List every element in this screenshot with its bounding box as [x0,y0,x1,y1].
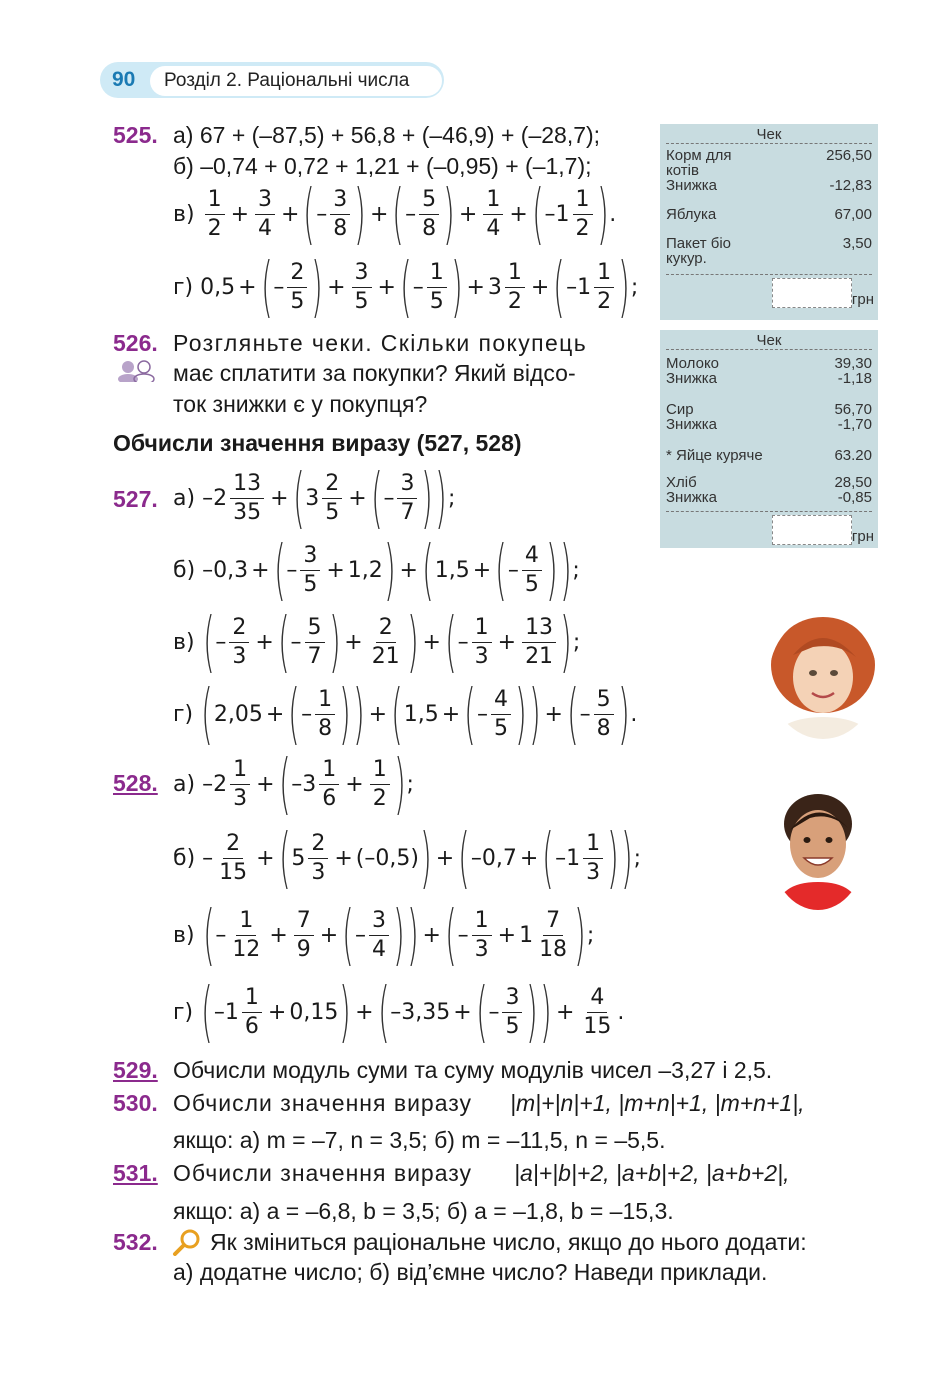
ex528-c-label: в) [173,922,195,948]
pair-work-icon [116,360,158,382]
ex526-line2: має сплатити за покупки? Який відсо- [173,360,576,386]
exercise-number-532: 532. [113,1229,158,1255]
ex530-expression: |m|+|n|+1, |m+n|+1, |m+n+1|, [510,1090,805,1116]
section-heading: Обчисли значення виразу (527, 528) [113,430,522,456]
ex525-c-label: в) [173,201,195,227]
ex531-line2: якщо: а) a = –6,8, b = 3,5; б) a = –1,8, b = –15,3. [173,1198,674,1224]
receipt-2-amount: -1,18 [837,370,872,387]
exercise-number-527: 527. [113,486,158,512]
exercise-number-525: 525. [113,122,158,148]
ex527-d-label: г) [173,701,194,727]
receipt-2-amount: -1,70 [837,416,872,433]
ex525-d-label: г) [173,274,194,300]
receipt-1 [660,124,878,320]
receipt-2-amount: -0,85 [837,489,872,506]
ex528-d: г) ( –1 $\frac{1}{6}$ + 0,15 ) + ( –3,35 + ( – $\frac{3}{5}$ ) ) + $\frac{4}{15}$ . [173,973,625,1050]
receipt-2 [660,330,878,548]
ex527-b: б) –0,3 + ( – $\frac{3}{5}$ + 1,2 ) + ( 1,5 + ( – $\frac{4}{5}$ ) ) ; [173,531,580,608]
exercise-number-529[interactable]: 529. [113,1057,158,1083]
ex530-text: Обчисли значення виразу [173,1090,473,1116]
ex527-d: г) ( 2,05 + ( – $\frac{1}{8}$ ) ) + ( 1,5 + ( – $\frac{4}{5}$ ) ) + ( – $\frac{5}{8}$ ) . [173,675,638,752]
magnifier-icon [172,1228,202,1256]
exercise-number-530: 530. [113,1090,158,1116]
receipt-2-item: * Яйце куряче [666,447,763,464]
exercise-number-528[interactable]: 528. [113,770,158,796]
receipt-2-amount: 63.20 [834,447,872,464]
receipt-1-total-box[interactable] [772,278,852,308]
receipt-1-item: Корм для котів [666,147,732,179]
receipt-2-item: Знижка [666,370,717,387]
ex528-b-label: б) [173,845,196,871]
girl-avatar [768,615,878,740]
receipt-1-amount: 67,00 [834,206,872,223]
ex527-a-label: а) [173,485,196,511]
receipt-2-item: Сир [666,401,694,418]
ex525-c: в) $\frac{1}{2}$ + $\frac{3}{4}$ + ( – $\frac{3}{8}$ ) + ( – $\frac{5}{8}$ ) + $\frac{1}{4}$ + ( –1 $\frac{1}{2}$ ) . [173,175,617,252]
receipt-1-item: Яблука [666,206,717,223]
ex528-d-label: г) [173,999,194,1025]
page-number: 90 [112,68,136,91]
ex525-d: г) 0,5 + ( – $\frac{2}{5}$ ) + $\frac{3}{5}$ + ( – $\frac{1}{5}$ ) + 3 $\frac{1}{2}$ + ( –1 $\frac{1}{2}$ ) ; [173,248,639,325]
receipt-2-item: Хліб [666,474,697,491]
ex528-a: а) –2 $\frac{1}{3}$ + ( –3 $\frac{1}{6}$ + $\frac{1}{2}$ ) ; [173,745,414,822]
ex530-line2: якщо: а) m = –7, n = 3,5; б) m = –11,5, n = –5,5. [173,1127,666,1153]
ex527-c: в) ( – $\frac{2}{3}$ + ( – $\frac{5}{7}$ ) + $\frac{2}{21}$ ) + ( – $\frac{1}{3}$ + $\frac{13}{21}$ ) ; [173,603,581,680]
receipt-1-item: Знижка [666,177,717,194]
receipt-2-item: Молоко [666,355,720,372]
ex532-line2: а) додатне число; б) від’ємне число? Наведи приклади. [173,1259,768,1285]
receipt-2-item: Знижка [666,416,717,433]
receipt-1-item: Пакет біо кукур. [666,235,732,267]
ex532-line1: Як зміниться раціональне число, якщо до нього додати: [210,1229,807,1255]
ex529-text: Обчисли модуль суми та суму модулів чисел –3,27 і 2,5. [173,1057,773,1083]
ex527-c-label: в) [173,629,195,655]
receipt-2-item: Знижка [666,489,717,506]
receipt-1-amount: 256,50 [826,147,872,164]
receipt-2-total-box[interactable] [772,515,852,545]
chapter-title: Розділ 2. Раціональні числа [164,70,410,91]
ex525-a: а) 67 + (–87,5) + 56,8 + (–46,9) + (–28,7); [173,122,601,148]
ex531-text: Обчисли значення виразу [173,1160,473,1186]
receipt-2-currency: грн [851,528,874,545]
receipt-1-amount: 3,50 [842,235,872,252]
ex526-line1: Розгляньте чеки. Скільки покупець [173,330,588,356]
ex528-b: б) – $\frac{2}{15}$ + ( 5 $\frac{2}{3}$ + (–0,5) ) + ( –0,7 + ( –1 $\frac{1}{3}$ ) ) ; [173,819,641,896]
receipt-2-amount: 56,70 [834,401,872,418]
exercise-number-526: 526. [113,330,158,356]
ex527-b-label: б) [173,557,196,583]
receipt-1-title: Чек [756,126,782,143]
ex526-line3: ток знижки є у покупця? [173,391,428,417]
receipt-2-amount: 28,50 [834,474,872,491]
ex525-b: б) –0,74 + 0,72 + 1,21 + (–0,95) + (–1,7); [173,153,592,179]
ex527-a: а) –2 $\frac{13}{35}$ + ( 3 $\frac{2}{5}$ + ( – $\frac{3}{7}$ ) ) ; [173,459,456,536]
receipt-1-currency: грн [851,291,874,308]
receipt-1-amount: -12,83 [829,177,872,194]
ex528-c: в) ( – $\frac{1}{12}$ + $\frac{7}{9}$ + ( – $\frac{3}{4}$ ) ) + ( – $\frac{1}{3}$ + 1 $\frac{7}{18}$ ) ; [173,896,595,973]
receipt-2-amount: 39,30 [834,355,872,372]
ex531-expression: |a|+|b|+2, |a+b|+2, |a+b+2|, [514,1160,790,1186]
receipt-2-title: Чек [756,332,782,349]
exercise-number-531[interactable]: 531. [113,1160,158,1186]
ex528-a-label: а) [173,771,196,797]
boy-avatar [770,790,866,910]
